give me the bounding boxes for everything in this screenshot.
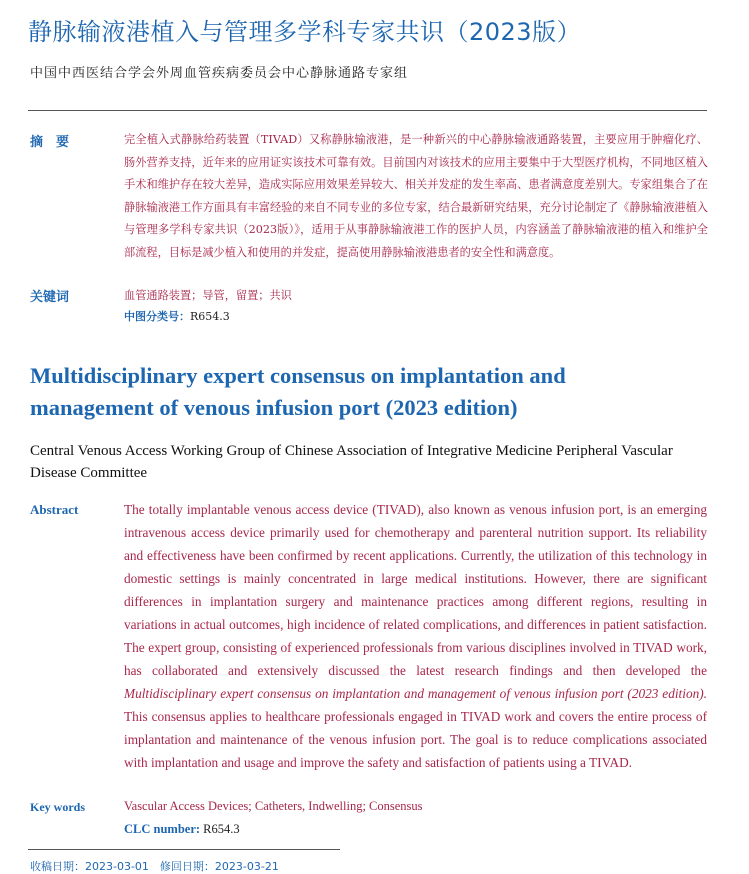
- chinese-keywords-label: 关键词: [30, 290, 70, 305]
- footnote-divider: [28, 849, 340, 850]
- english-clc-number: [124, 822, 240, 837]
- english-abstract-part1: The totally implantable venous access device (TIVAD), also known as venous infusion port, is an emerging intravenous access device primarily used for chemotherapy and parenteral nutrition support. Its reliability and effectiveness have been confirmed by recent applications. Currently, the utilization of this technology in domestic settings is mainly concentrated in large medical institutions. However, there are significant differences in implantation surgery and maintenance practices among different regions, resulting in variations in actual outcomes, high incidence of related complications, and differences in patient satisfaction. The expert group, consisting of experienced professionals from various disciplines involved in TIVAD work, has collaborated and extensively discussed the latest research findings and then developed the: [124, 502, 707, 678]
- english-clc-value: R654.3: [203, 822, 240, 836]
- english-keywords: Vascular Access Devices; Catheters, Indwelling; Consensus: [124, 799, 423, 813]
- english-title: Multidisciplinary expert consensus on implantation and management of venous infusion port (2023 edition): [30, 363, 566, 420]
- english-abstract-label: Abstract: [30, 502, 79, 517]
- chinese-title: 静脉输液港植入与管理多学科专家共识（2023版）: [28, 18, 582, 46]
- english-abstract-consensus-title: Multidisciplinary expert consensus on implantation and management of venous infusion port (2023 edition).: [124, 686, 707, 701]
- chinese-abstract-label: 摘 要: [30, 135, 70, 150]
- english-clc-label: CLC number:: [124, 822, 201, 836]
- chinese-keywords: 血管通路装置；导管，留置；共识: [124, 289, 292, 302]
- english-abstract-part2: This consensus applies to healthcare professionals engaged in TIVAD work and covers the entire process of implantation and maintenance of the venous infusion port. The goal is to reduce complications associated with implantation and usage and improve the safety and satisfaction of patients using a TIVAD.: [124, 709, 707, 770]
- chinese-author-group: 中国中西医结合学会外周血管疾病委员会中心静脉通路专家组: [30, 66, 409, 81]
- english-author-group: Central Venous Access Working Group of Chinese Association of Integrative Medicine Peripheral Vascular Disease Committee: [30, 443, 673, 481]
- header-divider: [28, 110, 707, 111]
- chinese-clc-number: [124, 308, 230, 324]
- chinese-clc-value: R654.3: [190, 310, 230, 323]
- received-date-footnote: 收稿日期：2023-03-01 修回日期：2023-03-21: [30, 860, 279, 873]
- chinese-abstract-text: 完全植入式静脉给药装置（TIVAD）又称静脉输液港，是一种新兴的中心静脉输液通路装置，主要应用于肿瘤化疗、肠外营养支持，近年来的应用证实该技术可靠有效。目前国内对该技术的应用主要集中于大型医疗机构，不同地区植入手术和维护存在较大差异，造成实际应用效果差异较大、相关并发症的发生率高、患者满意度差别大。专家组集合了在静脉输液港工作方面具有丰富经验的来自不同专业的多位专家，结合最新研究结果，充分讨论制定了《静脉输液港植入与管理多学科专家共识（2023版）》，适用于从事静脉输液港工作的医护人员，内容涵盖了静脉输液港的植入和维护全部流程，目标是减少植入和使用的并发症，提高使用静脉输液港患者的安全性和满意度。: [124, 133, 708, 259]
- chinese-clc-label: 中图分类号：: [124, 310, 190, 323]
- english-abstract-text: [124, 498, 707, 774]
- english-keywords-label: Key words: [30, 800, 85, 814]
